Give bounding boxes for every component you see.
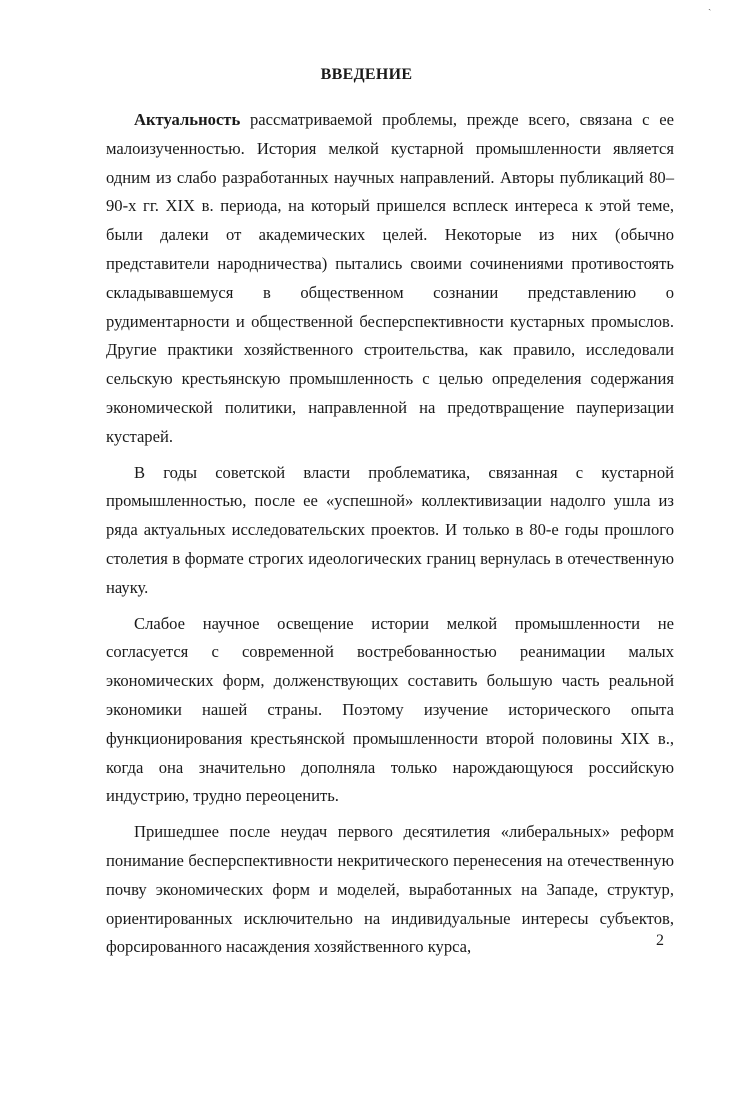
page-number: 2 <box>656 932 664 949</box>
paragraph-4-text: Пришедшее после неудач первого десятилетия «либеральных» реформ понимание бесперспективности некритического перенесения на отечественную почву экономических форм и моделей, выработанных на Западе, структур, ориентированных исключительно на индивидуальные интересы субъектов, форсированного насаждения хозяйственного курса, <box>106 822 674 957</box>
paragraph-3-text: Слабое научное освещение истории мелкой промышленности не согласуется с современной востребованностью реанимации малых экономических форм, долженствующих составить большую часть реальной экономики нашей страны. Поэтому изучение исторического опыта функционирования крестьянской промышленности второй половины XIX в., когда она значительно дополняла только нарождающуюся российскую индустрию, трудно переоценить. <box>106 613 674 806</box>
paragraph-1-lead: Актуальность <box>134 110 241 129</box>
paragraph-2-text: В годы советской власти проблематика, связанная с кустарной промышленностью, после ее «успешной» коллективизации надолго ушла из ряда актуальных исследовательских проектов. И только в 80-е годы прошлого столетия в формате строгих идеологических границ вернулась в отечественную науку. <box>106 462 674 597</box>
paragraph-2 <box>106 459 674 603</box>
paragraph-1 <box>106 106 674 452</box>
corner-mark: ˎ <box>708 0 712 11</box>
paragraph-1-text: рассматриваемой проблемы, прежде всего, связана с ее малоизученностью. История мелкой кустарной промышленности является одним из слабо разработанных научных направлений. Авторы публикаций 80–90-х гг. XIX в. периода, на который пришелся всплеск интереса к этой теме, были далеки от академических целей. Некоторые из них (обычно представители народничества) пытались своими сочинениями противостоять складывавшемуся в общественном сознании представлению о рудиментарности и общественной бесперспективности кустарных промыслов. Другие практики хозяйственного строительства, как правило, исследовали сельскую крестьянскую промышленность с целью определения содержания экономической политики, направленной на предотвращение пауперизации кустарей. <box>106 110 674 446</box>
page-heading: ВВЕДЕНИЕ <box>320 66 413 83</box>
body-text <box>106 106 674 962</box>
paragraph-4 <box>106 818 674 962</box>
paragraph-3 <box>106 610 674 812</box>
